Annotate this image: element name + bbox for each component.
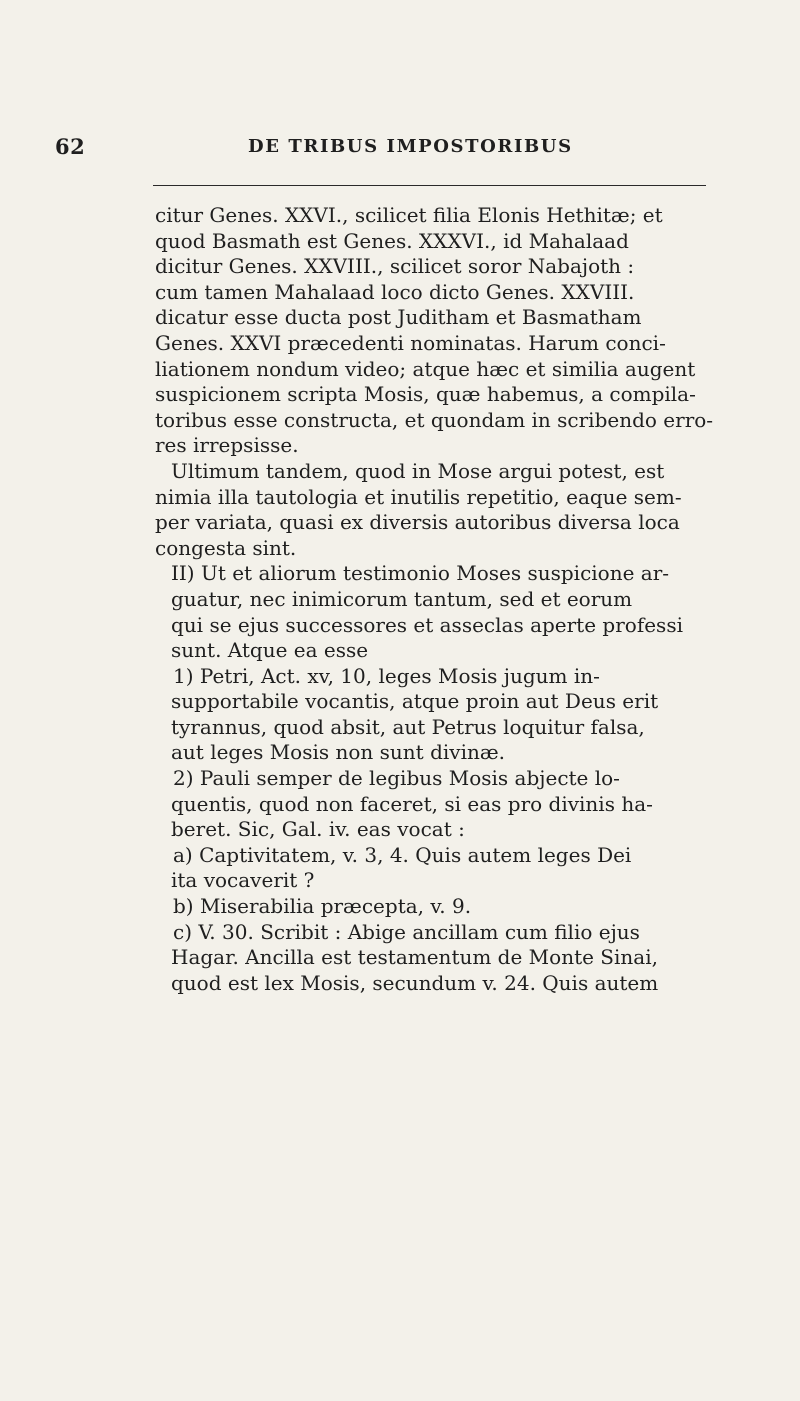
header-rule: [153, 185, 706, 186]
sublist-item-line: c) V. 30. Scribit : Abige ancillam cum filio ejus: [173, 919, 640, 944]
text-line: qui se ejus successores et asseclas aperte professi: [171, 612, 683, 637]
paragraph-line: II) Ut et aliorum testimonio Moses suspicione ar-: [171, 561, 670, 586]
text-line: beret. Sic, Gal. iv. eas vocat :: [171, 817, 465, 842]
text-line: supportabile vocantis, atque proin aut Deus erit: [171, 689, 659, 714]
text-line: suspicionem scripta Mosis, quæ habemus, a compila-: [155, 382, 696, 407]
text-line: ita vocaverit ?: [171, 868, 315, 893]
text-line: nimia illa tautologia et inutilis repetitio, eaque sem-: [155, 484, 682, 509]
text-line: liationem nondum video; atque hæc et similia augent: [155, 356, 696, 381]
text-line: guatur, nec inimicorum tantum, sed et eorum: [171, 586, 633, 611]
running-head: DE TRIBUS IMPOSTORIBUS: [248, 136, 573, 157]
text-line: per variata, quasi ex diversis autoribus diversa loca: [155, 510, 680, 535]
page-header: [0, 134, 800, 170]
text-line: Genes. XXVI præcedenti nominatas. Harum conci-: [155, 330, 666, 355]
page-number: 62: [55, 134, 86, 159]
text-line: aut leges Mosis non sunt divinæ.: [171, 740, 506, 765]
text-line: toribus esse constructa, et quondam in scribendo erro-: [155, 407, 714, 432]
text-line: citur Genes. XXVI., scilicet filia Elonis Hethitæ; et: [155, 203, 663, 227]
text-line: sunt. Atque ea esse: [171, 638, 369, 663]
text-line: quod est lex Mosis, secundum v. 24. Quis autem: [171, 970, 659, 995]
text-line: quentis, quod non faceret, si eas pro divinis ha-: [171, 791, 653, 816]
text-line: cum tamen Mahalaad loco dicto Genes. XXVIII.: [155, 279, 635, 304]
sublist-item-line: b) Miserabilia præcepta, v. 9.: [173, 894, 472, 919]
text-line: dicatur esse ducta post Juditham et Basmatham: [155, 305, 642, 330]
text-line: res irrepsisse.: [155, 433, 299, 458]
text-line: dicitur Genes. XXVIII., scilicet soror Nabajoth :: [155, 254, 635, 279]
body-text: [155, 203, 714, 996]
text-line: quod Basmath est Genes. XXXVI., id Mahalaad: [155, 228, 629, 253]
list-item-line: 2) Pauli semper de legibus Mosis abjecte lo-: [173, 766, 620, 791]
text-line: congesta sint.: [155, 535, 297, 560]
list-item-line: 1) Petri, Act. xv, 10, leges Mosis jugum in-: [173, 663, 600, 688]
sublist-item-line: a) Captivitatem, v. 3, 4. Quis autem leges Dei: [173, 842, 632, 867]
text-line: tyrannus, quod absit, aut Petrus loquitur falsa,: [171, 714, 645, 739]
text-line: Hagar. Ancilla est testamentum de Monte Sinai,: [171, 945, 658, 970]
paragraph-line: Ultimum tandem, quod in Mose argui potest, est: [171, 458, 665, 483]
